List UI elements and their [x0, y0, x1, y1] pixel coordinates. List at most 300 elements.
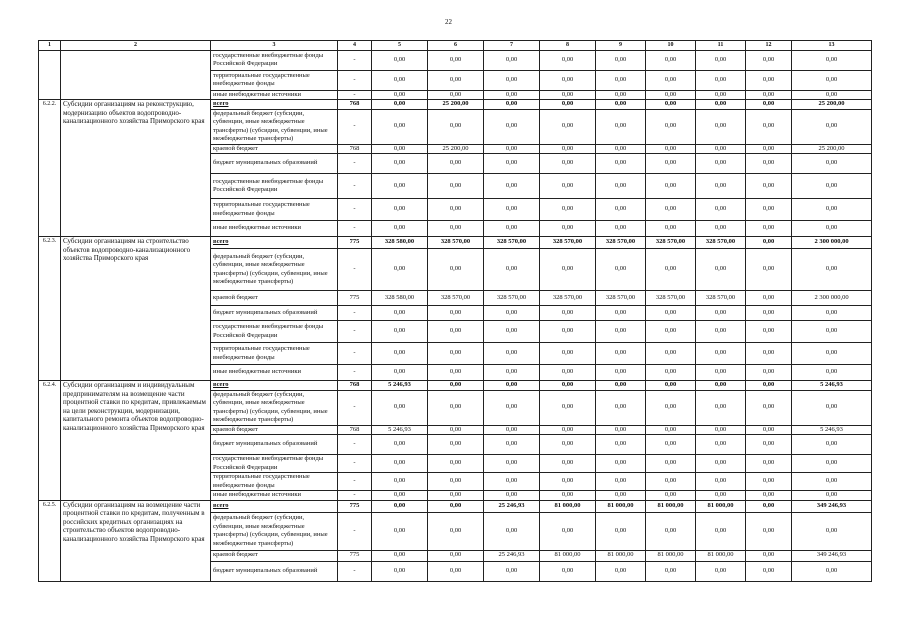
amount-cell: 0,00: [596, 221, 646, 237]
amount-cell: 0,00: [428, 306, 484, 321]
amount-cell: 81 000,00: [540, 500, 596, 512]
amount-cell: 0,00: [596, 343, 646, 365]
amount-cell: 0,00: [540, 109, 596, 144]
column-header: 10: [646, 41, 696, 51]
amount-cell: 0,00: [696, 321, 746, 343]
column-header: 2: [61, 41, 211, 51]
amount-cell: 0,00: [596, 144, 646, 154]
amount-cell: 0,00: [792, 455, 872, 473]
column-header: 5: [372, 41, 428, 51]
table-row: [39, 500, 872, 512]
amount-cell: 0,00: [696, 365, 746, 381]
amount-cell: 0,00: [746, 90, 792, 100]
amount-cell: 0,00: [540, 174, 596, 199]
amount-cell: 0,00: [792, 109, 872, 144]
amount-cell: 0,00: [540, 321, 596, 343]
amount-cell: 0,00: [428, 343, 484, 365]
column-header: 4: [338, 41, 372, 51]
amount-cell: 25 246,93: [484, 550, 540, 561]
row-number: 6.2.2.: [39, 100, 61, 237]
amount-cell: 81 000,00: [540, 550, 596, 561]
budget-code: -: [338, 174, 372, 199]
amount-cell: 0,00: [428, 500, 484, 512]
amount-cell: 0,00: [484, 321, 540, 343]
amount-cell: 0,00: [596, 321, 646, 343]
funding-source: территориальные государственные внебюджетные фонды: [211, 473, 338, 491]
amount-cell: 0,00: [484, 435, 540, 455]
budget-code: -: [338, 249, 372, 291]
funding-source: территориальные государственные внебюджетные фонды: [211, 199, 338, 221]
amount-cell: 0,00: [646, 390, 696, 425]
amount-cell: 0,00: [372, 435, 428, 455]
amount-cell: 0,00: [372, 343, 428, 365]
amount-cell: 81 000,00: [696, 550, 746, 561]
column-header: 6: [428, 41, 484, 51]
amount-cell: 0,00: [646, 154, 696, 174]
amount-cell: 0,00: [428, 50, 484, 70]
funding-source: бюджет муниципальных образований: [211, 306, 338, 321]
amount-cell: 0,00: [646, 425, 696, 435]
amount-cell: 0,00: [540, 561, 596, 581]
amount-cell: 0,00: [696, 390, 746, 425]
amount-cell: 0,00: [540, 473, 596, 491]
amount-cell: 0,00: [696, 512, 746, 550]
amount-cell: 0,00: [372, 306, 428, 321]
funding-source: бюджет муниципальных образований: [211, 154, 338, 174]
budget-code: -: [338, 455, 372, 473]
amount-cell: 328 570,00: [596, 237, 646, 249]
amount-cell: 0,00: [746, 221, 792, 237]
amount-cell: 0,00: [428, 381, 484, 391]
amount-cell: 0,00: [646, 174, 696, 199]
amount-cell: 0,00: [484, 306, 540, 321]
amount-cell: 0,00: [792, 343, 872, 365]
amount-cell: 328 570,00: [646, 237, 696, 249]
funding-source: территориальные государственные внебюджетные фонды: [211, 70, 338, 90]
amount-cell: 0,00: [646, 100, 696, 110]
amount-cell: 0,00: [484, 561, 540, 581]
amount-cell: 0,00: [428, 174, 484, 199]
amount-cell: 5 246,93: [372, 381, 428, 391]
amount-cell: 0,00: [746, 100, 792, 110]
amount-cell: 0,00: [484, 70, 540, 90]
amount-cell: 0,00: [428, 491, 484, 501]
amount-cell: 0,00: [484, 512, 540, 550]
column-header: 11: [696, 41, 746, 51]
amount-cell: 349 246,93: [792, 500, 872, 512]
amount-cell: 328 570,00: [596, 291, 646, 306]
amount-cell: 0,00: [540, 221, 596, 237]
amount-cell: 5 246,93: [792, 425, 872, 435]
amount-cell: 0,00: [596, 561, 646, 581]
amount-cell: 0,00: [540, 50, 596, 70]
amount-cell: 328 570,00: [428, 291, 484, 306]
budget-code: -: [338, 221, 372, 237]
amount-cell: 0,00: [696, 343, 746, 365]
table-row: [39, 237, 872, 249]
amount-cell: 0,00: [646, 144, 696, 154]
budget-code: -: [338, 491, 372, 501]
amount-cell: 0,00: [484, 390, 540, 425]
amount-cell: 328 570,00: [484, 237, 540, 249]
amount-cell: 0,00: [372, 221, 428, 237]
amount-cell: 0,00: [646, 70, 696, 90]
amount-cell: 0,00: [696, 50, 746, 70]
row-number: 6.2.3.: [39, 237, 61, 381]
amount-cell: 0,00: [596, 174, 646, 199]
funding-source: государственные внебюджетные фонды Российской Федерации: [211, 50, 338, 70]
amount-cell: 0,00: [540, 343, 596, 365]
amount-cell: 0,00: [646, 455, 696, 473]
amount-cell: 0,00: [484, 199, 540, 221]
amount-cell: 0,00: [746, 249, 792, 291]
funding-source: иные внебюджетные источники: [211, 365, 338, 381]
budget-code: -: [338, 512, 372, 550]
amount-cell: 0,00: [792, 90, 872, 100]
column-header: 1: [39, 41, 61, 51]
amount-cell: 0,00: [484, 174, 540, 199]
amount-cell: 0,00: [646, 365, 696, 381]
funding-source: краевой бюджет: [211, 425, 338, 435]
budget-code: -: [338, 154, 372, 174]
amount-cell: 0,00: [428, 321, 484, 343]
budget-code: -: [338, 390, 372, 425]
amount-cell: 0,00: [372, 100, 428, 110]
amount-cell: 0,00: [540, 435, 596, 455]
measure-name: [61, 50, 211, 100]
funding-source: всего: [211, 100, 338, 110]
amount-cell: 0,00: [372, 500, 428, 512]
row-number: 6.2.4.: [39, 381, 61, 501]
amount-cell: 0,00: [746, 512, 792, 550]
amount-cell: 0,00: [746, 321, 792, 343]
amount-cell: 0,00: [428, 512, 484, 550]
budget-code: 775: [338, 550, 372, 561]
amount-cell: 0,00: [792, 473, 872, 491]
measure-name: Субсидии организациям и индивидуальным предпринимателям на возмещение части процентной ставки по кредитам, привлекаемым на цели реконструкции, модернизации, капитального ремонта объектов водопроводно-канализационного хозяйства Приморского края: [61, 381, 211, 501]
amount-cell: 0,00: [596, 491, 646, 501]
amount-cell: 0,00: [792, 154, 872, 174]
measure-name: Субсидии организациям на строительство объектов водопроводно-канализационного хозяйства Приморского края: [61, 237, 211, 381]
amount-cell: 0,00: [428, 435, 484, 455]
amount-cell: 0,00: [696, 381, 746, 391]
amount-cell: 0,00: [372, 390, 428, 425]
amount-cell: 0,00: [484, 425, 540, 435]
amount-cell: 0,00: [646, 343, 696, 365]
amount-cell: 0,00: [792, 70, 872, 90]
amount-cell: 0,00: [746, 491, 792, 501]
budget-code: -: [338, 473, 372, 491]
amount-cell: 0,00: [540, 455, 596, 473]
column-header: 7: [484, 41, 540, 51]
amount-cell: 0,00: [792, 512, 872, 550]
column-header: 13: [792, 41, 872, 51]
amount-cell: 0,00: [746, 473, 792, 491]
amount-cell: 0,00: [540, 491, 596, 501]
amount-cell: 0,00: [646, 321, 696, 343]
amount-cell: 0,00: [372, 154, 428, 174]
amount-cell: 81 000,00: [646, 550, 696, 561]
budget-code: -: [338, 306, 372, 321]
amount-cell: 328 570,00: [428, 237, 484, 249]
amount-cell: 0,00: [372, 144, 428, 154]
funding-source: государственные внебюджетные фонды Российской Федерации: [211, 174, 338, 199]
amount-cell: 0,00: [484, 144, 540, 154]
amount-cell: 0,00: [596, 249, 646, 291]
amount-cell: 0,00: [372, 50, 428, 70]
amount-cell: 0,00: [696, 100, 746, 110]
amount-cell: 0,00: [372, 550, 428, 561]
amount-cell: 0,00: [696, 249, 746, 291]
row-number: [39, 50, 61, 100]
amount-cell: 0,00: [746, 343, 792, 365]
amount-cell: 0,00: [596, 435, 646, 455]
amount-cell: 0,00: [792, 435, 872, 455]
budget-code: 768: [338, 381, 372, 391]
amount-cell: 0,00: [746, 199, 792, 221]
amount-cell: 0,00: [696, 221, 746, 237]
funding-source: иные внебюджетные источники: [211, 491, 338, 501]
amount-cell: 0,00: [696, 425, 746, 435]
amount-cell: 0,00: [484, 491, 540, 501]
amount-cell: 2 300 000,00: [792, 237, 872, 249]
amount-cell: 0,00: [696, 90, 746, 100]
amount-cell: 0,00: [540, 365, 596, 381]
amount-cell: 0,00: [596, 50, 646, 70]
budget-code: 775: [338, 237, 372, 249]
amount-cell: 0,00: [372, 491, 428, 501]
amount-cell: 0,00: [428, 455, 484, 473]
amount-cell: 0,00: [646, 306, 696, 321]
amount-cell: 0,00: [746, 237, 792, 249]
table-row: [39, 100, 872, 110]
amount-cell: 0,00: [646, 435, 696, 455]
amount-cell: 0,00: [746, 154, 792, 174]
amount-cell: 328 570,00: [696, 291, 746, 306]
amount-cell: 25 200,00: [428, 144, 484, 154]
amount-cell: 0,00: [746, 425, 792, 435]
funding-source: государственные внебюджетные фонды Российской Федерации: [211, 321, 338, 343]
amount-cell: 0,00: [484, 109, 540, 144]
budget-code: -: [338, 90, 372, 100]
amount-cell: 0,00: [540, 381, 596, 391]
amount-cell: 0,00: [428, 561, 484, 581]
amount-cell: 0,00: [596, 70, 646, 90]
row-number: 6.2.5.: [39, 500, 61, 581]
budget-code: -: [338, 435, 372, 455]
amount-cell: 0,00: [646, 221, 696, 237]
amount-cell: 0,00: [792, 321, 872, 343]
amount-cell: 0,00: [792, 50, 872, 70]
amount-cell: 0,00: [792, 561, 872, 581]
amount-cell: 0,00: [428, 90, 484, 100]
amount-cell: 0,00: [696, 455, 746, 473]
column-header: 12: [746, 41, 792, 51]
amount-cell: 0,00: [428, 109, 484, 144]
budget-code: -: [338, 343, 372, 365]
table-body: [39, 50, 872, 581]
budget-code: 775: [338, 500, 372, 512]
funding-source: федеральный бюджет (субсидии, субвенции, иные межбюджетные трансферты) (субсидии, субвенции, иные межбюджетные трансферты): [211, 109, 338, 144]
amount-cell: 0,00: [596, 425, 646, 435]
amount-cell: 0,00: [484, 343, 540, 365]
amount-cell: 328 570,00: [484, 291, 540, 306]
funding-source: иные внебюджетные источники: [211, 221, 338, 237]
column-header: 9: [596, 41, 646, 51]
amount-cell: 0,00: [484, 365, 540, 381]
amount-cell: 0,00: [428, 365, 484, 381]
column-header: 8: [540, 41, 596, 51]
amount-cell: 0,00: [696, 435, 746, 455]
amount-cell: 0,00: [540, 249, 596, 291]
amount-cell: 0,00: [428, 199, 484, 221]
amount-cell: 0,00: [696, 491, 746, 501]
amount-cell: 0,00: [792, 199, 872, 221]
amount-cell: 0,00: [484, 221, 540, 237]
amount-cell: 0,00: [746, 500, 792, 512]
amount-cell: 0,00: [746, 435, 792, 455]
amount-cell: 0,00: [596, 199, 646, 221]
amount-cell: 0,00: [596, 306, 646, 321]
amount-cell: 0,00: [540, 70, 596, 90]
funding-source: краевой бюджет: [211, 144, 338, 154]
amount-cell: 0,00: [372, 455, 428, 473]
amount-cell: 25 200,00: [792, 100, 872, 110]
amount-cell: 81 000,00: [696, 500, 746, 512]
budget-table: [38, 40, 872, 582]
amount-cell: 0,00: [646, 381, 696, 391]
amount-cell: 0,00: [792, 221, 872, 237]
amount-cell: 0,00: [746, 550, 792, 561]
amount-cell: 0,00: [696, 109, 746, 144]
amount-cell: 0,00: [646, 90, 696, 100]
amount-cell: 0,00: [428, 390, 484, 425]
amount-cell: 0,00: [372, 199, 428, 221]
amount-cell: 0,00: [746, 70, 792, 90]
page-number: 22: [445, 18, 452, 26]
table-header: [39, 41, 872, 51]
amount-cell: 328 570,00: [696, 237, 746, 249]
amount-cell: 81 000,00: [646, 500, 696, 512]
amount-cell: 0,00: [428, 550, 484, 561]
funding-source: федеральный бюджет (субсидии, субвенции, иные межбюджетные трансферты) (субсидии, субвенции, иные межбюджетные трансферты): [211, 249, 338, 291]
budget-code: 768: [338, 144, 372, 154]
amount-cell: 0,00: [540, 306, 596, 321]
funding-source: территориальные государственные внебюджетные фонды: [211, 343, 338, 365]
table-row: [39, 50, 872, 70]
amount-cell: 0,00: [792, 365, 872, 381]
amount-cell: 0,00: [428, 249, 484, 291]
amount-cell: 0,00: [746, 365, 792, 381]
amount-cell: 0,00: [696, 144, 746, 154]
amount-cell: 0,00: [372, 473, 428, 491]
amount-cell: 0,00: [484, 50, 540, 70]
amount-cell: 0,00: [746, 144, 792, 154]
funding-source: всего: [211, 500, 338, 512]
amount-cell: 0,00: [746, 561, 792, 581]
amount-cell: 0,00: [428, 154, 484, 174]
amount-cell: 328 570,00: [646, 291, 696, 306]
amount-cell: 0,00: [540, 144, 596, 154]
amount-cell: 0,00: [746, 390, 792, 425]
amount-cell: 0,00: [596, 365, 646, 381]
amount-cell: 0,00: [596, 455, 646, 473]
amount-cell: 0,00: [372, 174, 428, 199]
amount-cell: 328 570,00: [540, 237, 596, 249]
amount-cell: 0,00: [696, 174, 746, 199]
budget-code: 768: [338, 100, 372, 110]
amount-cell: 349 246,93: [792, 550, 872, 561]
amount-cell: 0,00: [372, 90, 428, 100]
funding-source: государственные внебюджетные фонды Российской Федерации: [211, 455, 338, 473]
amount-cell: 0,00: [646, 491, 696, 501]
amount-cell: 0,00: [746, 455, 792, 473]
amount-cell: 0,00: [696, 154, 746, 174]
budget-code: -: [338, 365, 372, 381]
amount-cell: 0,00: [372, 365, 428, 381]
funding-source: иные внебюджетные источники: [211, 90, 338, 100]
amount-cell: 0,00: [428, 221, 484, 237]
amount-cell: 0,00: [792, 491, 872, 501]
budget-code: -: [338, 109, 372, 144]
amount-cell: 0,00: [484, 381, 540, 391]
column-header: 3: [211, 41, 338, 51]
amount-cell: 0,00: [696, 199, 746, 221]
amount-cell: 0,00: [792, 249, 872, 291]
amount-cell: 0,00: [746, 109, 792, 144]
amount-cell: 5 246,93: [372, 425, 428, 435]
amount-cell: 0,00: [540, 512, 596, 550]
amount-cell: 0,00: [696, 70, 746, 90]
amount-cell: 0,00: [792, 174, 872, 199]
amount-cell: 0,00: [646, 473, 696, 491]
measure-name: Субсидии организациям на возмещение части процентной ставки по кредитам, полученным в российских кредитных организациях на строительство объектов водопроводно-канализационного хозяйства Приморского края: [61, 500, 211, 581]
amount-cell: 0,00: [746, 306, 792, 321]
amount-cell: 81 000,00: [596, 500, 646, 512]
amount-cell: 0,00: [372, 512, 428, 550]
budget-code: -: [338, 321, 372, 343]
amount-cell: 0,00: [646, 199, 696, 221]
budget-code: 768: [338, 425, 372, 435]
amount-cell: 0,00: [646, 512, 696, 550]
amount-cell: 0,00: [596, 154, 646, 174]
funding-source: федеральный бюджет (субсидии, субвенции, иные межбюджетные трансферты) (субсидии, субвенции, иные межбюджетные трансферты): [211, 390, 338, 425]
amount-cell: 0,00: [746, 291, 792, 306]
amount-cell: 0,00: [596, 512, 646, 550]
amount-cell: 0,00: [596, 390, 646, 425]
amount-cell: 0,00: [540, 100, 596, 110]
measure-name: Субсидии организациям на реконструкцию, модернизацию объектов водопроводно-канализационного хозяйства Приморского края: [61, 100, 211, 237]
amount-cell: 0,00: [540, 390, 596, 425]
amount-cell: 0,00: [696, 473, 746, 491]
amount-cell: 0,00: [792, 390, 872, 425]
amount-cell: 0,00: [428, 425, 484, 435]
amount-cell: 0,00: [428, 70, 484, 90]
budget-code: 775: [338, 291, 372, 306]
amount-cell: 81 000,00: [596, 550, 646, 561]
amount-cell: 0,00: [746, 381, 792, 391]
amount-cell: 25 200,00: [428, 100, 484, 110]
amount-cell: 5 246,93: [792, 381, 872, 391]
amount-cell: 0,00: [372, 321, 428, 343]
amount-cell: 0,00: [746, 174, 792, 199]
amount-cell: 0,00: [646, 249, 696, 291]
amount-cell: 0,00: [484, 154, 540, 174]
funding-source: всего: [211, 381, 338, 391]
amount-cell: 0,00: [792, 306, 872, 321]
amount-cell: 328 580,00: [372, 237, 428, 249]
budget-code: -: [338, 561, 372, 581]
